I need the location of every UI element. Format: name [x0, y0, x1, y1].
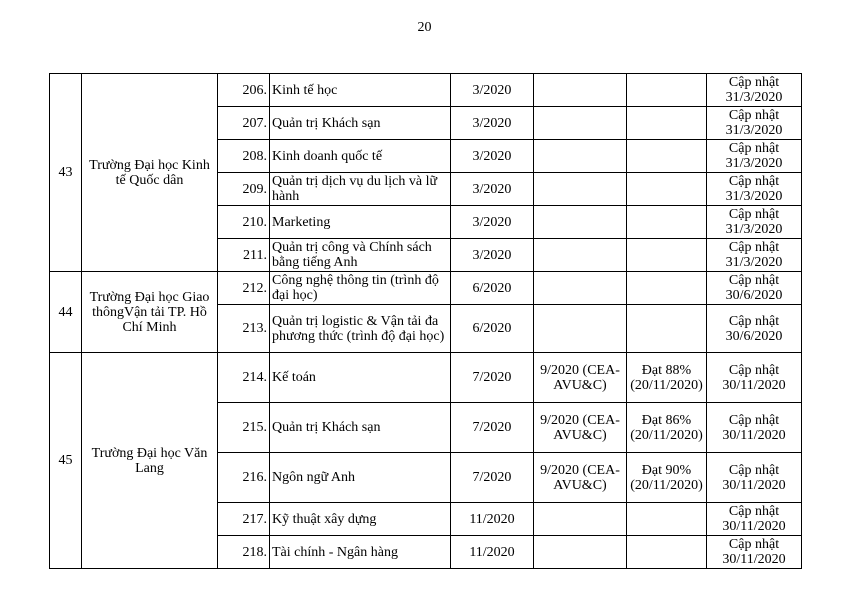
row-index: 216.	[218, 453, 270, 503]
major-name: Tài chính - Ngân hàng	[270, 536, 451, 569]
evaluation	[534, 239, 627, 272]
school-name: Trường Đại học Văn Lang	[82, 353, 218, 569]
evaluation	[534, 503, 627, 536]
register-date: 3/2020	[451, 173, 534, 206]
evaluation: 9/2020 (CEA-AVU&C)	[534, 453, 627, 503]
result	[627, 107, 707, 140]
school-name: Trường Đại học Giao thôngVận tải TP. Hồ Chí Minh	[82, 272, 218, 353]
major-name: Quản trị Khách sạn	[270, 107, 451, 140]
evaluation	[534, 74, 627, 107]
register-date: 11/2020	[451, 536, 534, 569]
evaluation	[534, 272, 627, 305]
register-date: 7/2020	[451, 403, 534, 453]
result	[627, 536, 707, 569]
evaluation	[534, 305, 627, 353]
register-date: 6/2020	[451, 272, 534, 305]
update-note: Cập nhật 31/3/2020	[707, 206, 802, 239]
major-name: Ngôn ngữ Anh	[270, 453, 451, 503]
register-date: 7/2020	[451, 453, 534, 503]
update-note: Cập nhật 31/3/2020	[707, 140, 802, 173]
row-index: 213.	[218, 305, 270, 353]
row-index: 207.	[218, 107, 270, 140]
result	[627, 206, 707, 239]
result: Đạt 86% (20/11/2020)	[627, 403, 707, 453]
evaluation	[534, 173, 627, 206]
major-name: Kế toán	[270, 353, 451, 403]
evaluation	[534, 536, 627, 569]
row-index: 212.	[218, 272, 270, 305]
group-number: 43	[50, 74, 82, 272]
result	[627, 272, 707, 305]
result	[627, 503, 707, 536]
major-name: Kỹ thuật xây dựng	[270, 503, 451, 536]
update-note: Cập nhật 30/11/2020	[707, 403, 802, 453]
result	[627, 305, 707, 353]
evaluation: 9/2020 (CEA-AVU&C)	[534, 403, 627, 453]
update-note: Cập nhật 31/3/2020	[707, 74, 802, 107]
register-date: 3/2020	[451, 239, 534, 272]
evaluation	[534, 107, 627, 140]
result	[627, 173, 707, 206]
result	[627, 140, 707, 173]
major-name: Kinh doanh quốc tế	[270, 140, 451, 173]
row-index: 218.	[218, 536, 270, 569]
row-index: 217.	[218, 503, 270, 536]
page-number: 20	[417, 20, 432, 35]
register-date: 7/2020	[451, 353, 534, 403]
update-note: Cập nhật 30/11/2020	[707, 353, 802, 403]
register-date: 3/2020	[451, 107, 534, 140]
result	[627, 239, 707, 272]
table-row	[50, 272, 802, 305]
group-number: 45	[50, 353, 82, 569]
row-index: 208.	[218, 140, 270, 173]
major-name: Marketing	[270, 206, 451, 239]
register-date: 3/2020	[451, 140, 534, 173]
evaluation	[534, 206, 627, 239]
group-number: 44	[50, 272, 82, 353]
update-note: Cập nhật 30/6/2020	[707, 305, 802, 353]
update-note: Cập nhật 30/11/2020	[707, 453, 802, 503]
evaluation	[534, 140, 627, 173]
row-index: 215.	[218, 403, 270, 453]
update-note: Cập nhật 31/3/2020	[707, 107, 802, 140]
update-note: Cập nhật 31/3/2020	[707, 173, 802, 206]
result	[627, 74, 707, 107]
evaluation: 9/2020 (CEA-AVU&C)	[534, 353, 627, 403]
major-name: Công nghệ thông tin (trình độ đại học)	[270, 272, 451, 305]
major-name: Kinh tế học	[270, 74, 451, 107]
result: Đạt 88% (20/11/2020)	[627, 353, 707, 403]
table-row	[50, 353, 802, 403]
major-name: Quản trị logistic & Vận tải đa phương thức (trình độ đại học)	[270, 305, 451, 353]
row-index: 210.	[218, 206, 270, 239]
register-date: 6/2020	[451, 305, 534, 353]
update-note: Cập nhật 30/11/2020	[707, 536, 802, 569]
programs-table	[49, 73, 802, 569]
register-date: 3/2020	[451, 206, 534, 239]
update-note: Cập nhật 31/3/2020	[707, 239, 802, 272]
major-name: Quản trị Khách sạn	[270, 403, 451, 453]
register-date: 11/2020	[451, 503, 534, 536]
row-index: 206.	[218, 74, 270, 107]
major-name: Quản trị công và Chính sách bằng tiếng Anh	[270, 239, 451, 272]
register-date: 3/2020	[451, 74, 534, 107]
update-note: Cập nhật 30/6/2020	[707, 272, 802, 305]
major-name: Quản trị dịch vụ du lịch và lữ hành	[270, 173, 451, 206]
result: Đạt 90% (20/11/2020)	[627, 453, 707, 503]
school-name: Trường Đại học Kinh tế Quốc dân	[82, 74, 218, 272]
table-row	[50, 74, 802, 107]
row-index: 209.	[218, 173, 270, 206]
row-index: 214.	[218, 353, 270, 403]
update-note: Cập nhật 30/11/2020	[707, 503, 802, 536]
row-index: 211.	[218, 239, 270, 272]
